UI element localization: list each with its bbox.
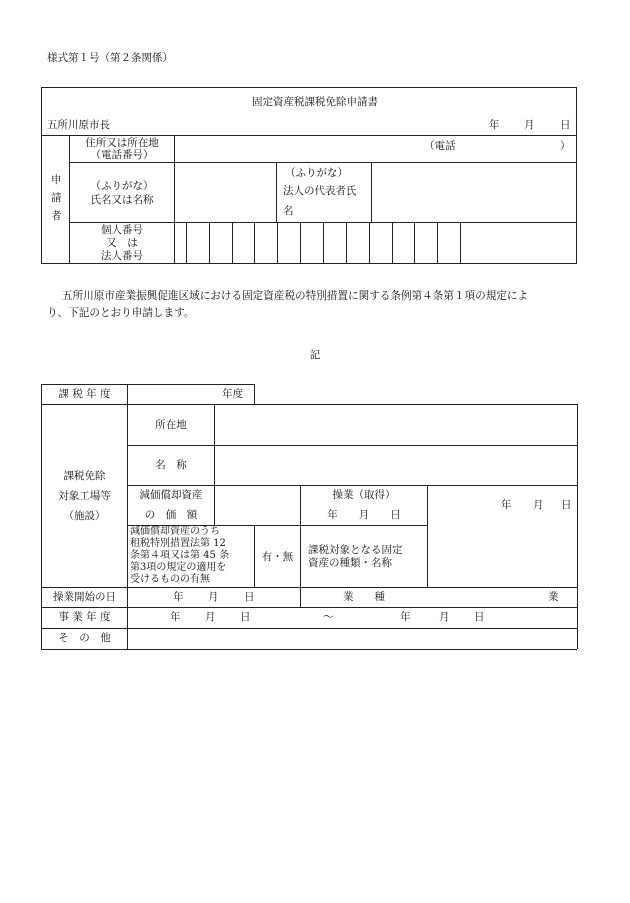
id-label-3: 法人番号: [101, 250, 143, 262]
body-text-2: り、下記のとおり申請します。: [47, 307, 195, 319]
asset-type-label-2: 資産の種類・名称: [308, 557, 392, 569]
applicant-label-2: 請: [51, 192, 62, 204]
phone-field-close: ）: [560, 140, 571, 152]
industry-suffix: 業: [548, 591, 559, 603]
rep-name-field[interactable]: [372, 163, 576, 221]
ki-label: 記: [309, 349, 321, 361]
start-date-label: 操業開始の日: [53, 591, 116, 603]
rep-name-label: 法人の代表者氏: [283, 185, 357, 197]
application-title: 固定資産税課税免除申請書: [252, 96, 378, 108]
phone-field-label: （電話: [424, 140, 456, 152]
start-day: 日: [244, 591, 255, 603]
address-label: 住所又は所在地: [85, 137, 159, 149]
fiscal-from-year: 年: [170, 611, 181, 623]
address-field[interactable]: [175, 136, 576, 162]
fiscal-to-day: 日: [474, 611, 485, 623]
form-number: 様式第１号（第２条関係）: [47, 52, 173, 64]
phone-label: （電話番号）: [90, 149, 154, 161]
other-label: そ の 他: [58, 632, 111, 644]
facility-label-3: （施設）: [63, 510, 106, 522]
depreciable-value-field[interactable]: [215, 486, 299, 524]
location-field[interactable]: [215, 405, 576, 444]
date-month: 月: [524, 119, 535, 131]
addressee: 五所川原市長: [47, 119, 110, 131]
id-label-2: 又 は: [106, 237, 138, 249]
depreciable-label-2: の 価 額: [144, 509, 198, 521]
op-date-year: 年: [501, 499, 512, 511]
facility-label-2: 対象工場等: [58, 490, 111, 502]
special-note-5: 受けるものの有無: [130, 574, 210, 585]
fiscal-from-day: 日: [240, 611, 251, 623]
asset-type-label-1: 課税対象となる固定: [308, 544, 403, 556]
rep-furigana-label: （ふりがな）: [285, 167, 348, 179]
operation-label: 操業（取得）: [332, 489, 396, 501]
special-note-2: 租税特別措置法第 12: [130, 538, 226, 549]
facility-label-1: 課税免除: [63, 470, 106, 482]
tax-year-unit: 年度: [222, 388, 243, 400]
id-label-1: 個人番号: [101, 224, 143, 236]
applicant-label-3: 者: [51, 210, 62, 222]
asset-type-field[interactable]: [428, 526, 576, 586]
op-date-day: 日: [561, 499, 572, 511]
depreciable-label-1: 減価償却資産: [139, 489, 203, 501]
name-label: 氏名又は名称: [90, 194, 154, 206]
date-day: 日: [560, 119, 571, 131]
start-month: 月: [208, 591, 219, 603]
special-note-3: 条第４項又は第 45 条: [130, 550, 230, 561]
fiscal-tilde: ～: [323, 611, 334, 623]
industry-label: 業 種: [343, 591, 385, 603]
applicant-label-1: 申: [51, 174, 62, 186]
operation-date: 年 月 日: [327, 509, 401, 521]
fiscal-to-month: 月: [439, 611, 450, 623]
special-note-4: 第3項の規定の適用を: [130, 562, 227, 573]
body-text-1: 五所川原市産業振興促進区域における固定資産税の特別措置に関する条例第４条第１項の規定によ: [62, 290, 529, 302]
fiscal-to-year: 年: [400, 611, 411, 623]
other-field[interactable]: [128, 629, 576, 648]
name-field[interactable]: [175, 163, 275, 221]
special-note-1: 減価償却資産のうち: [130, 526, 220, 537]
yes-no[interactable]: 有・無: [261, 551, 294, 563]
rep-name-label-2: 名: [283, 205, 294, 217]
facility-name-field[interactable]: [215, 446, 576, 484]
furigana-label: （ふりがな）: [90, 180, 154, 192]
location-label: 所在地: [155, 419, 187, 431]
fiscal-year-label: 事 業 年 度: [58, 611, 111, 623]
facility-name-label: 名 称: [155, 459, 187, 471]
tax-year-field[interactable]: [128, 385, 220, 403]
industry-field[interactable]: [428, 588, 546, 606]
op-date-month: 月: [533, 499, 544, 511]
date-year: 年: [489, 119, 500, 131]
start-year: 年: [173, 591, 184, 603]
id-number-field[interactable]: [175, 223, 460, 263]
tax-year-label: 課 税 年 度: [58, 388, 111, 400]
fiscal-from-month: 月: [205, 611, 216, 623]
